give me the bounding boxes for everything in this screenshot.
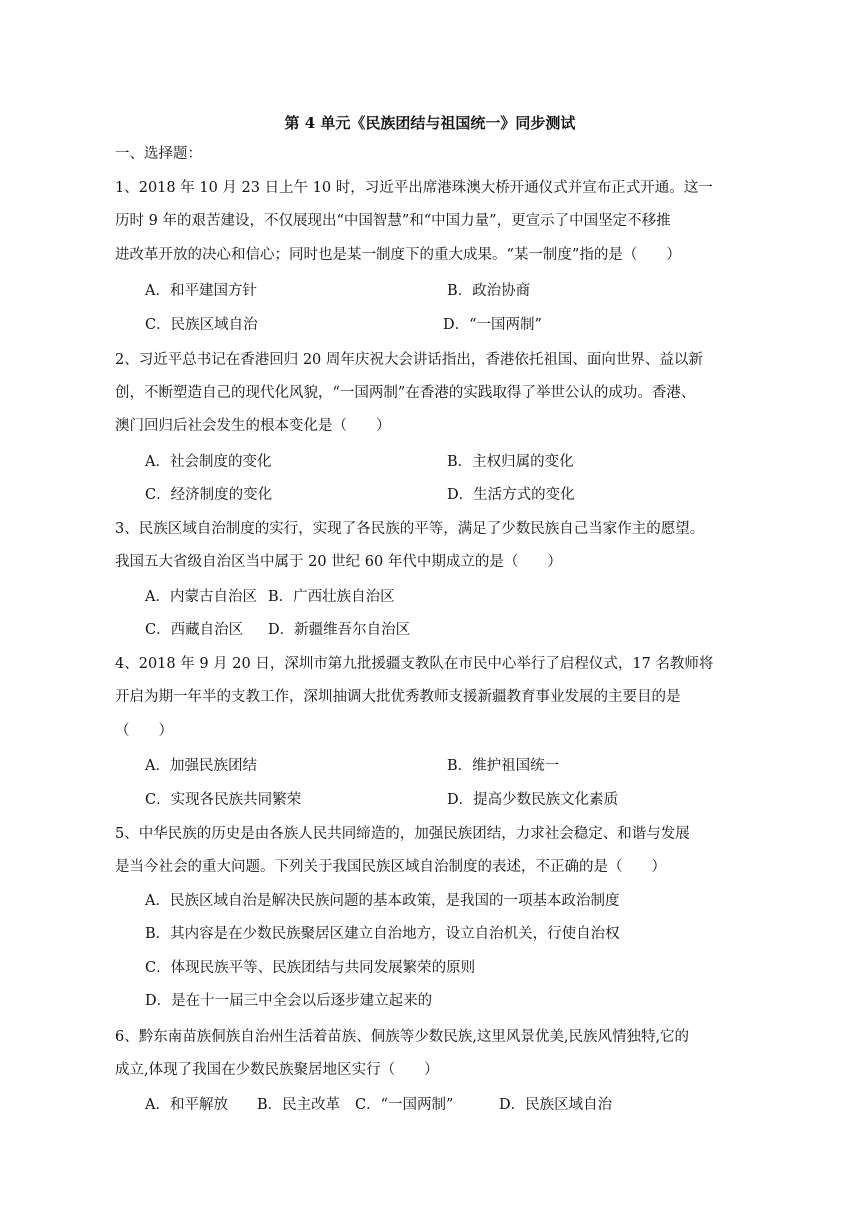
question-3-option-c: C．西藏自治区: [145, 622, 244, 638]
question-5-option-c: C．体现民族平等、民族团结与共同发展繁荣的原则: [145, 960, 476, 976]
question-4-option-a: A．加强民族团结: [145, 758, 257, 774]
section-heading: 一、选择题：: [115, 146, 202, 162]
question-1-option-c: C．民族区域自治: [145, 317, 258, 333]
question-2-line-1: 2、习近平总书记在香港回归 20 周年庆祝大会讲话指出，香港依托祖国、面向世界、益以新: [115, 352, 703, 368]
question-2-option-a: A．社会制度的变化: [145, 454, 272, 470]
question-2-option-b: B．主权归属的变化: [447, 454, 574, 470]
question-2-line-2: 创，不断塑造自己的现代化风貌，“一国两制”在香港的实践取得了举世公认的成功。香港、: [115, 385, 696, 401]
question-3-line-2: 我国五大省级自治区当中属于 20 世纪 60 年代中期成立的是（ ）: [115, 554, 562, 570]
question-2-option-c: C．经济制度的变化: [145, 487, 273, 503]
question-1-line-3: 进改革开放的决心和信心；同时也是某一制度下的重大成果。“某一制度”指的是（ ）: [115, 247, 681, 263]
question-6-line-1: 6、黔东南苗族侗族自治州生活着苗族、侗族等少数民族,这里风景优美,民族风情独特,它的: [115, 1029, 690, 1045]
question-1-option-a: A．和平建国方针: [145, 283, 257, 299]
question-5-line-2: 是当今社会的重大问题。下列关于我国民族区域自治制度的表述，不正确的是（ ）: [115, 859, 666, 875]
question-6-option-d: D．民族区域自治: [499, 1097, 613, 1113]
question-3-line-1: 3、民族区域自治制度的实行，实现了各民族的平等，满足了少数民族自己当家作主的愿望。: [115, 521, 705, 537]
question-4-option-d: D．提高少数民族文化素质: [447, 792, 619, 808]
question-3-option-b: B．广西壮族自治区: [268, 589, 395, 605]
question-3-option-a: A．内蒙古自治区: [145, 589, 257, 605]
question-4-line-3: （ ）: [115, 723, 173, 739]
question-1-option-d: D．“一国两制”: [443, 317, 542, 333]
question-4-line-1: 4、2018 年 9 月 20 日，深圳市第九批援疆支教队在市民中心举行了启程仪式，17 名教师将: [115, 656, 714, 672]
question-3-option-d: D．新疆维吾尔自治区: [268, 622, 411, 638]
question-4-option-b: B．维护祖国统一: [447, 758, 560, 774]
question-6-line-2: 成立,体现了我国在少数民族聚居地区实行（ ）: [115, 1062, 439, 1078]
question-6-option-c: C．“一国两制”: [355, 1097, 454, 1113]
question-2-line-3: 澳门回归后社会发生的根本变化是（ ）: [115, 418, 391, 434]
question-2-option-d: D．生活方式的变化: [447, 487, 575, 503]
question-1-line-1: 1、2018 年 10 月 23 日上午 10 时，习近平出席港珠澳大桥开通仪式并宣布正式开通。这一: [115, 180, 713, 196]
page-title: 第 4 单元《民族团结与祖国统一》同步测试: [284, 114, 576, 132]
question-4-option-c: C．实现各民族共同繁荣: [145, 792, 302, 808]
question-5-option-d: D．是在十一届三中全会以后逐步建立起来的: [145, 993, 433, 1009]
question-1-option-b: B．政治协商: [447, 283, 531, 299]
question-5-option-b: B．其内容是在少数民族聚居区建立自治地方，设立自治机关，行使自治权: [145, 926, 620, 942]
question-6-option-a: A．和平解放: [145, 1097, 228, 1113]
question-6-option-b: B．民主改革: [257, 1097, 341, 1113]
question-5-option-a: A．民族区域自治是解决民族问题的基本政策，是我国的一项基本政治制度: [145, 893, 620, 909]
question-1-line-2: 历时 9 年的艰苦建设，不仅展现出“中国智慧”和“中国力量”，更宣示了中国坚定不移推: [115, 213, 671, 229]
question-5-line-1: 5、中华民族的历史是由各族人民共同缔造的，加强民族团结，力求社会稳定、和谐与发展: [115, 826, 690, 842]
question-4-line-2: 开启为期一年半的支教工作，深圳抽调大批优秀教师支援新疆教育事业发展的主要目的是: [115, 689, 681, 705]
